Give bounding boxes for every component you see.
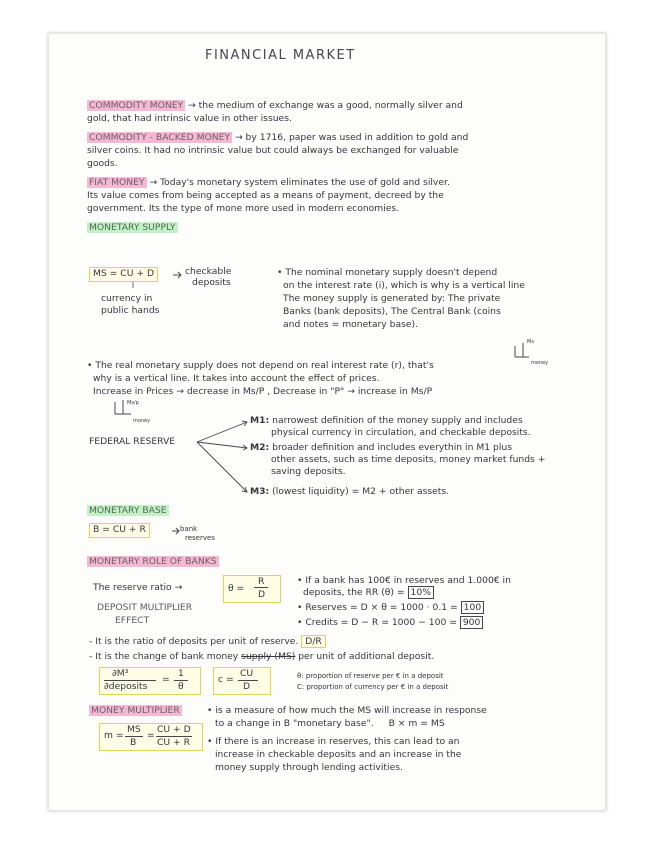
notebook-page [48, 33, 606, 811]
monetary-role-heading: MONETARY ROLE OF BANKS [89, 556, 217, 567]
dr-box: D/R [301, 635, 326, 648]
multiplier-bullet1-line2 [215, 718, 445, 731]
change-text-strike: supply (MS) [241, 651, 296, 662]
reserves-label: reserves [185, 534, 215, 542]
fiat-money-text: → Today's monetary system eliminates the use of gold and silver. [149, 177, 450, 188]
ms-formula-box: MS = CU + D [89, 267, 158, 282]
commodity-backed-line3: goods. [87, 158, 118, 169]
m3-text: (lowest liquidity) = M2 + other assets. [272, 486, 450, 497]
deposit-multiplier-label-2: EFFECT [115, 615, 150, 626]
fiat-money-line1 [87, 177, 450, 190]
commodity-money-line2: gold, that had intrinsic value in other issues. [87, 113, 292, 124]
nominal-supply-line1: • The nominal monetary supply doesn't depend [277, 267, 498, 278]
example-line3 [297, 602, 484, 615]
theta-note: θ: proportion of reserve per € in a deposit [297, 672, 444, 680]
theta-den: D [258, 589, 266, 600]
nominal-supply-line2: on the interest rate (i), which is why is a vertical line [283, 280, 525, 291]
c-formula-box [213, 667, 271, 695]
nominal-supply-line4: Banks (bank deposits), The Central Bank (coins [283, 306, 501, 317]
fiat-money-line3: government. Its the type of mone more used in modern economies. [87, 203, 400, 214]
reserves-value-box: 100 [461, 601, 485, 614]
bank-label: bank [180, 525, 198, 533]
rr-value-box: 10% [408, 586, 434, 599]
graph1-axis-label: money [531, 360, 549, 366]
example-line2-text: deposits, the RR (θ) = [303, 587, 405, 598]
multiplier-bullet2-line3: money supply through lending activities. [215, 762, 403, 773]
commodity-backed-line2: silver coins. It had no intrinsic value but could always be exchanged for valuable [87, 145, 459, 156]
money-multiplier-heading: MONEY MULTIPLIER [91, 705, 180, 716]
m2-line2: other assets, such as time deposits, money market funds + [271, 454, 546, 465]
m-eq: = [147, 730, 155, 741]
theta-formula-box [223, 575, 281, 603]
nominal-supply-line5: and notes = monetary base). [283, 319, 419, 330]
ms-arrow-label-2: deposits [192, 277, 231, 288]
ratio-line [89, 636, 326, 649]
theta-left: θ = [228, 583, 245, 594]
graph1-ms-label: Ms [527, 339, 534, 345]
example-line2 [303, 587, 434, 600]
real-supply-line3: Increase in Prices → decrease in Ms/P , Decrease in "P" → increase in Ms/P [93, 386, 433, 397]
m1-line1 [250, 415, 523, 428]
commodity-money-label: COMMODITY MONEY [89, 100, 184, 111]
deriv-rnum: 1 [178, 668, 184, 679]
multiplier-bullet1-line1: • is a measure of how much the MS will increase in response [207, 705, 487, 716]
credits-value-box: 900 [460, 616, 484, 629]
m-den1: B [130, 737, 137, 748]
graph2-ms-label: Ms/p [127, 400, 139, 406]
m-left: m = [104, 730, 124, 741]
ms-arrow-label-1: checkable [185, 266, 232, 277]
example-line1: • If a bank has 100€ in reserves and 1.000€ in [297, 575, 511, 586]
theta-num: R [258, 576, 265, 587]
m1-text: narrowest definition of the money supply and includes [272, 415, 523, 426]
monetary-supply-heading-wrap [87, 222, 178, 235]
m2-line3: saving deposits. [271, 466, 346, 477]
c-num: CU [240, 668, 254, 679]
deriv-num: ∂M³ [112, 668, 129, 679]
m-num2: CU + D [157, 724, 191, 735]
page-title: FINANCIAL MARKET [205, 48, 356, 63]
change-line [89, 651, 434, 664]
monetary-supply-heading: MONETARY SUPPLY [89, 222, 176, 233]
deriv-eq: = [162, 674, 170, 685]
reserve-ratio-label: The reserve ratio → [93, 582, 183, 593]
theta-fraction-bar [254, 587, 268, 588]
multiplier-bullet2-line2: increase in checkable deposits and an increase in the [215, 749, 462, 760]
real-supply-line2: why is a vertical line. It takes into account the effect of prices. [93, 373, 380, 384]
monetary-base-formula-box: B = CU + R [89, 523, 150, 538]
m2-line1 [250, 442, 512, 455]
m2-text: broader definition and includes everythin in M1 plus [272, 442, 513, 453]
commodity-backed-text: → by 1716, paper was used in addition to gold and [234, 132, 469, 143]
example-line4 [297, 617, 483, 630]
c-den: D [243, 681, 251, 692]
monetary-base-heading-wrap [87, 505, 169, 518]
multiplier-bullet2-line1: • If there is an increase in reserves, this can lead to an [207, 736, 460, 747]
c-left: c = [218, 674, 234, 685]
m1-label: M1: [250, 415, 270, 426]
real-supply-line1: • The real monetary supply does not depend on real interest rate (r), that's [87, 360, 434, 371]
m2-label: M2: [250, 442, 270, 453]
m-den2: CU + R [157, 737, 191, 748]
fiat-money-label: FIAT MONEY [89, 177, 145, 188]
deriv-rden: θ [178, 681, 184, 692]
ratio-text: - It is the ratio of deposits per unit of reserve. [89, 636, 299, 647]
m3-label: M3: [250, 486, 270, 497]
multiplier-formula-box [99, 723, 203, 751]
derivative-formula-box [99, 667, 201, 695]
nominal-supply-line3: The money supply is generated by: The private [283, 293, 501, 304]
multiplier-bullet1-text: to a change in B "monetary base". [215, 718, 374, 729]
commodity-money-line1 [87, 100, 463, 113]
commodity-backed-label: COMMODITY - BACKED MONEY [89, 132, 231, 143]
monetary-base-heading: MONETARY BASE [89, 505, 167, 516]
deriv-den: ∂deposits [104, 681, 148, 692]
currency-label-1: currency in [101, 293, 153, 304]
change-text-b: per unit of additional deposit. [298, 651, 435, 662]
m-num1: MS [127, 724, 141, 735]
m3-line [250, 486, 449, 499]
example-line4-text: • Credits = D − R = 1000 − 100 = [297, 617, 457, 628]
change-text-a: - It is the change of bank money [89, 651, 239, 662]
m1-line2: physical currency in circulation, and checkable deposits. [271, 427, 531, 438]
monetary-role-heading-wrap [87, 556, 219, 569]
deposit-multiplier-label-1: DEPOSIT MULTIPLIER [97, 602, 193, 613]
commodity-backed-line1 [87, 132, 468, 145]
money-multiplier-heading-wrap [89, 705, 182, 718]
federal-reserve-label: FEDERAL RESERVE [89, 436, 176, 447]
commodity-money-text: → the medium of exchange was a good, normally silver and [188, 100, 463, 111]
graph2-axis-label: money [133, 418, 151, 424]
example-line3-text: • Reserves = D × θ = 1000 · 0.1 = [297, 602, 458, 613]
c-note: C: proportion of currency per € in a deposit [297, 683, 449, 691]
fiat-money-line2: Its value comes from being accepted as a means of payment, decreed by the [87, 190, 444, 201]
multiplier-bullet1-formula: B × m = MS [388, 718, 445, 729]
currency-label-2: public hands [101, 305, 160, 316]
